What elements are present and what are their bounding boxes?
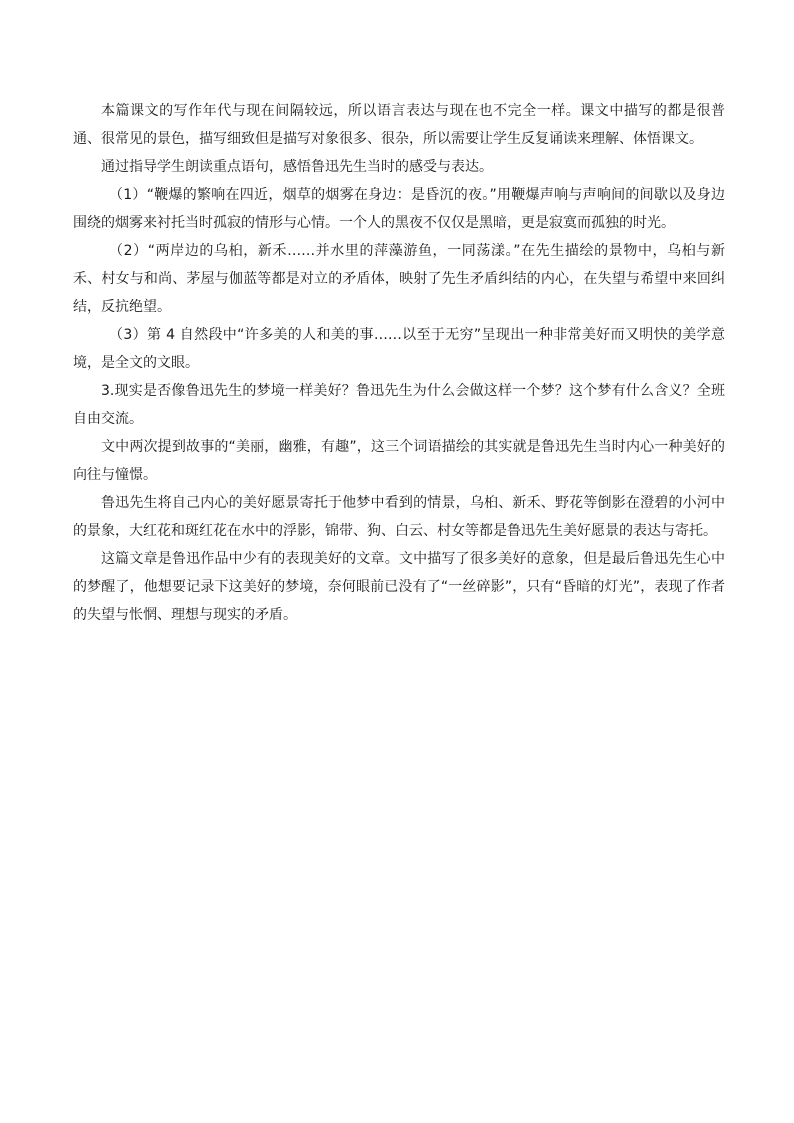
paragraph-conclusion: 这篇文章是鲁迅作品中少有的表现美好的文章。文中描写了很多美好的意象，但是最后鲁迅先生心中的梦醒了，他想要记录下这美好的梦境，奈何眼前已没有了“一丝碎影”，只有“昏暗的灯光”，表现了作者的失望与怅惘、理想与现实的矛盾。 (73, 551, 725, 623)
paragraph-point-1: （1）“鞭爆的繁响在四近，烟草的烟雾在身边：是昏沉的夜。”用鞭爆声响与声响间的间歇以及身边围绕的烟雾来衬托当时孤寂的情形与心情。一个人的黑夜不仅仅是黑暗，更是寂寞而孤独的时光。 (73, 187, 725, 231)
paragraph-intro: 本篇课文的写作年代与现在间隔较远，所以语言表达与现在也不完全一样。课文中描写的都是很普通、很常见的景色，描写细致但是描写对象很多、很杂，所以需要让学生反复诵读来理解、体悟课文。 (73, 103, 725, 147)
paragraph-reading-guide: 通过指导学生朗读重点语句，感悟鲁迅先生当时的感受与表达。 (101, 159, 493, 175)
paragraph-story-words: 文中两次提到故事的“美丽，幽雅，有趣”，这三个词语描绘的其实就是鲁迅先生当时内心一种美好的向往与憧憬。 (73, 439, 725, 483)
document-body (73, 97, 725, 629)
paragraph-dream-scene: 鲁迅先生将自己内心的美好愿景寄托于他梦中看到的情景，乌桕、新禾、野花等倒影在澄碧的小河中的景象，大红花和斑红花在水中的浮影，锦带、狗、白云、村女等都是鲁迅先生美好愿景的表达与寄托。 (73, 495, 725, 539)
paragraph-question-3: 3.现实是否像鲁迅先生的梦境一样美好？鲁迅先生为什么会做这样一个梦？这个梦有什么含义？全班自由交流。 (73, 383, 725, 427)
paragraph-point-3: （3）第 4 自然段中“许多美的人和美的事……以至于无穷”呈现出一种非常美好而又明快的美学意境，是全文的文眼。 (73, 327, 725, 371)
paragraph-point-2: （2）“两岸边的乌桕，新禾……并水里的萍藻游鱼，一同荡漾。”在先生描绘的景物中，乌桕与新禾、村女与和尚、茅屋与伽蓝等都是对立的矛盾体，映射了先生矛盾纠结的内心，在失望与希望中来回纠结，反抗绝望。 (73, 243, 725, 315)
